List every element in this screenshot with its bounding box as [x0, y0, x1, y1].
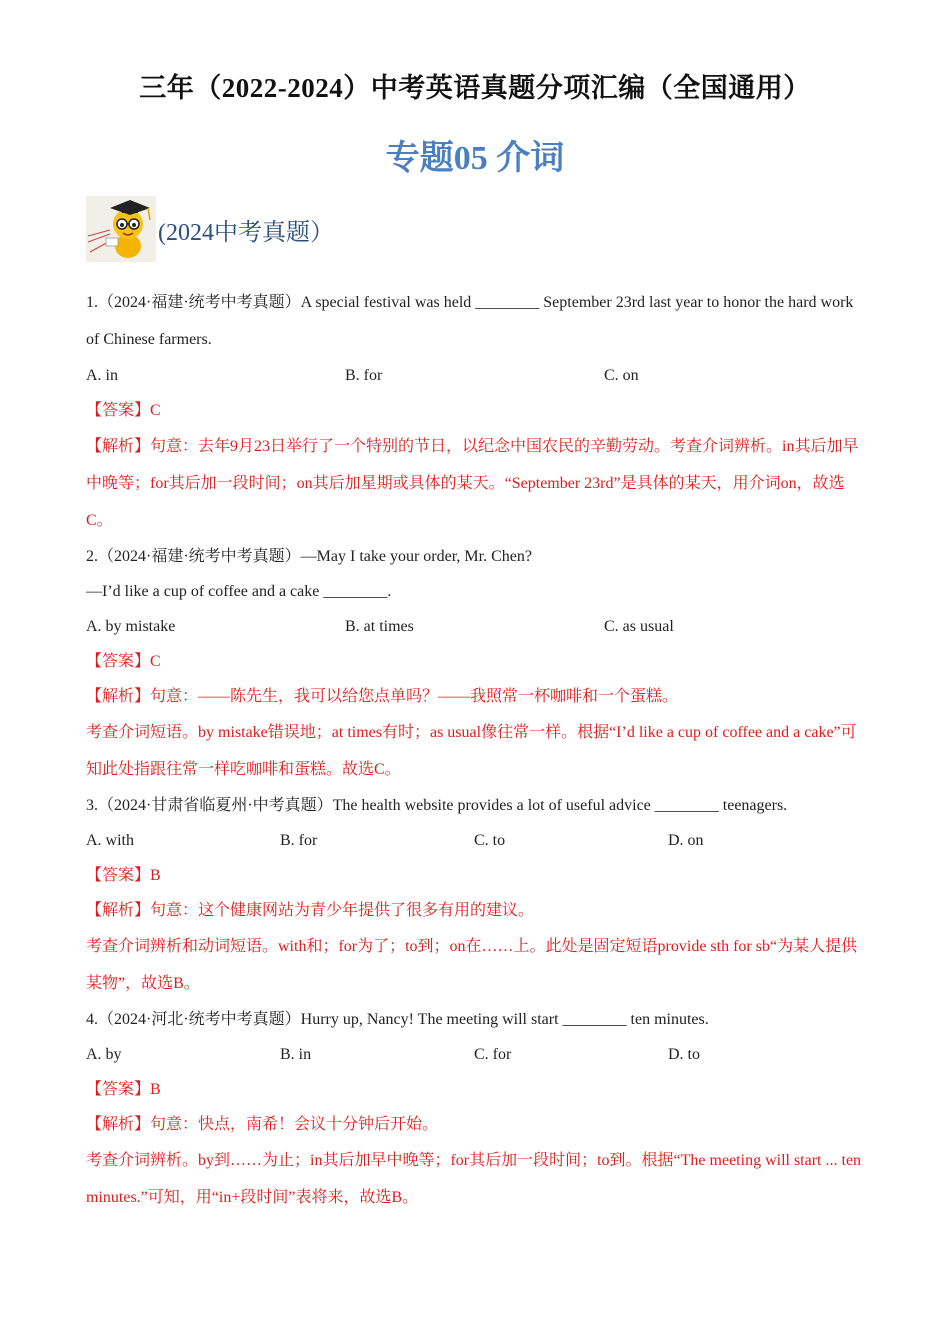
question-stem: 4.（2024·河北·统考中考真题）Hurry up, Nancy! The meeting will start ________ ten minutes. — [86, 1011, 709, 1028]
option-b: B. for — [280, 832, 318, 849]
answer-line: 【答案】C — [86, 402, 161, 419]
option-row — [86, 823, 866, 858]
option-b: B. for — [345, 367, 383, 384]
analysis-text: 【解析】句意：去年9月23日举行了一个特别的节日，以纪念中国农民的辛勤劳动。考查介词辨析。in其后加早中晚等；for其后加一段时间；on其后加星期或具体的某天。“September 23rd”是具体的某天，用介词on，故选C。 — [86, 438, 859, 529]
option-d: D. to — [668, 1046, 700, 1063]
document-title: 三年（2022-2024）中考英语真题分项汇编（全国通用） — [139, 73, 811, 103]
question-1 — [86, 284, 866, 539]
section-label: (2024中考真题） — [158, 219, 334, 246]
analysis-text: 【解析】句意：快点，南希！会议十分钟后开始。 — [86, 1116, 439, 1133]
scholar-mascot-icon — [86, 196, 156, 262]
option-c: C. on — [604, 367, 639, 384]
question-stem: 1.（2024·福建·统考中考真题）A special festival was held ________ September 23rd last year to honor the hard work of Chinese farmers. — [86, 294, 854, 348]
option-a: A. in — [86, 367, 118, 384]
question-3 — [86, 788, 866, 1002]
option-b: B. in — [280, 1046, 312, 1063]
answer-line: 【答案】B — [86, 1081, 161, 1098]
option-b: B. at times — [345, 618, 414, 635]
option-a: A. with — [86, 832, 134, 849]
option-a: A. by — [86, 1046, 122, 1063]
section-header — [86, 196, 334, 262]
option-c: C. to — [474, 832, 506, 849]
answer-line: 【答案】B — [86, 867, 161, 884]
topic-title: 专题05 介词 — [385, 140, 565, 177]
option-row — [86, 1037, 866, 1072]
option-row — [86, 358, 866, 393]
option-row — [86, 609, 866, 644]
analysis-text: 【解析】句意：这个健康网站为青少年提供了很多有用的建议。 — [86, 902, 535, 919]
option-d: D. on — [668, 832, 704, 849]
question-stem: 2.（2024·福建·统考中考真题）—May I take your order, Mr. Chen? — [86, 548, 532, 565]
option-a: A. by mistake — [86, 618, 176, 635]
option-c: C. as usual — [604, 618, 674, 635]
question-2 — [86, 539, 866, 788]
option-c: C. for — [474, 1046, 512, 1063]
question-list — [86, 284, 866, 1216]
question-4 — [86, 1002, 866, 1216]
analysis-text-2: 考查介词辨析和动词短语。with和；for为了；to到；on在……上。此处是固定短语provide sth for sb“为某人提供某物”，故选B。 — [86, 938, 858, 992]
analysis-text: 【解析】句意：——陈先生，我可以给您点单吗？——我照常一杯咖啡和一个蛋糕。 — [86, 688, 679, 705]
answer-line: 【答案】C — [86, 653, 161, 670]
question-stem-line-2: —I’d like a cup of coffee and a cake ________. — [86, 583, 392, 600]
question-stem: 3.（2024·甘肃省临夏州·中考真题）The health website provides a lot of useful advice ________ teenagers. — [86, 797, 788, 814]
analysis-text-2: 考查介词辨析。by到……为止；in其后加早中晚等；for其后加一段时间；to到。根据“The meeting will start ... ten minutes.”可知，用“in+段时间”表将来，故选B。 — [86, 1152, 862, 1206]
analysis-text-2: 考查介词短语。by mistake错误地；at times有时；as usual像往常一样。根据“I’d like a cup of coffee and a cake”可知此处指跟往常一样吃咖啡和蛋糕。故选C。 — [86, 724, 857, 778]
